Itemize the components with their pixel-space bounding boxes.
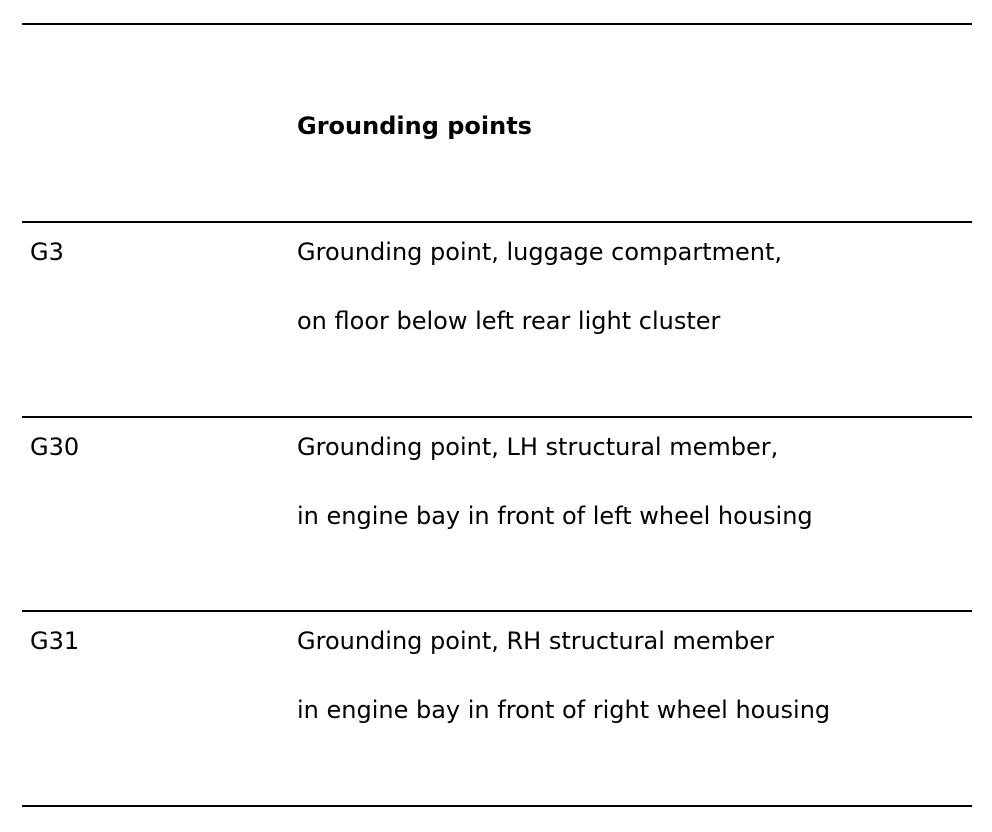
grounding-point-description-line2: on floor below left rear light cluster — [297, 307, 721, 335]
grounding-point-code: G31 — [30, 627, 80, 655]
grounding-point-description-line1: Grounding point, LH structural member, — [297, 433, 779, 461]
grounding-point-description-line1: Grounding point, RH structural member — [297, 627, 774, 655]
top-rule — [22, 23, 972, 25]
grounding-point-description-line2: in engine bay in front of left wheel housing — [297, 502, 813, 530]
grounding-point-description-line1: Grounding point, luggage compartment, — [297, 238, 783, 266]
table-row — [0, 418, 992, 612]
table-row — [0, 612, 992, 806]
table-heading: Grounding points — [297, 112, 532, 140]
bottom-rule — [22, 805, 972, 807]
grounding-point-code: G3 — [30, 238, 64, 266]
grounding-point-description-line2: in engine bay in front of right wheel housing — [297, 696, 831, 724]
grounding-point-code: G30 — [30, 433, 80, 461]
table-row — [0, 223, 992, 417]
